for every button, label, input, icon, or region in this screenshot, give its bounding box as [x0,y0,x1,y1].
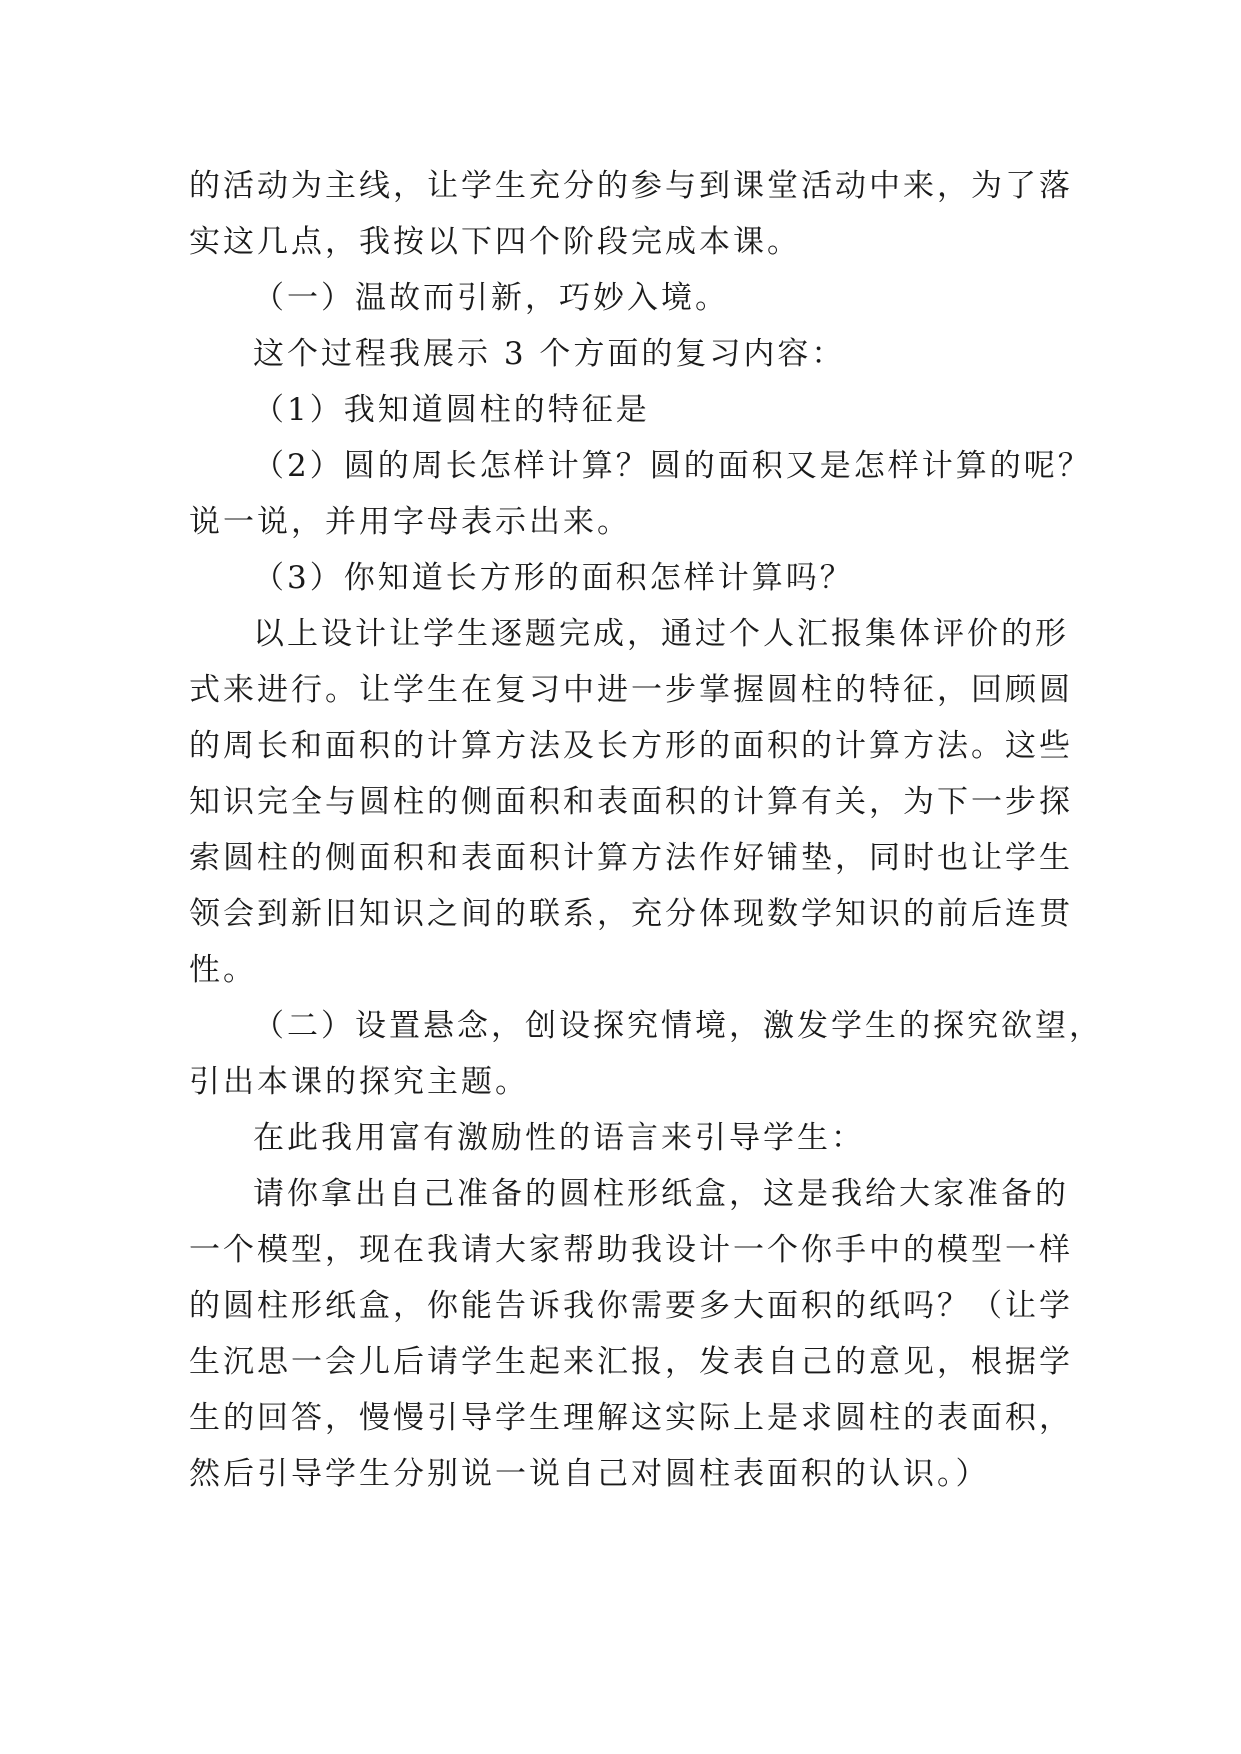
list-item: （3）你知道长方形的面积怎样计算吗？ [253,560,854,596]
body-line: 式来进行。让学生在复习中进一步掌握圆柱的特征，回顾圆 [189,672,1073,708]
body-line: 生沉思一会儿后请学生起来汇报，发表自己的意见，根据学 [189,1344,1073,1380]
body-line: 以上设计让学生逐题完成，通过个人汇报集体评价的形 [253,616,1069,652]
section-heading: （二）设置悬念，创设探究情境，激发学生的探究欲望， [253,1008,1103,1044]
body-line: 领会到新旧知识之间的联系，充分体现数学知识的前后连贯 [189,896,1073,932]
body-line: 的活动为主线，让学生充分的参与到课堂活动中来，为了落 [189,168,1073,204]
body-line: 这个过程我展示 3 个方面的复习内容： [253,336,846,372]
body-line: 一个模型，现在我请大家帮助我设计一个你手中的模型一样 [189,1232,1073,1268]
list-item: （2）圆的周长怎样计算？圆的面积又是怎样计算的呢？ [253,448,1092,484]
body-line: 性。 [189,952,257,988]
body-line: 生的回答，慢慢引导学生理解这实际上是求圆柱的表面积， [189,1400,1073,1436]
body-line: 的周长和面积的计算方法及长方形的面积的计算方法。这些 [189,728,1073,764]
list-item: （1）我知道圆柱的特征是 [253,392,650,428]
document-body [189,158,1103,1502]
body-line: 请你拿出自己准备的圆柱形纸盒，这是我给大家准备的 [253,1176,1069,1212]
body-line: 的圆柱形纸盒，你能告诉我你需要多大面积的纸吗？（让学 [189,1288,1073,1324]
body-line: 实这几点，我按以下四个阶段完成本课。 [189,224,801,260]
body-line: 知识完全与圆柱的侧面积和表面积的计算有关，为下一步探 [189,784,1073,820]
section-heading: （一）温故而引新，巧妙入境。 [253,280,729,316]
body-line: 说一说，并用字母表示出来。 [189,504,631,540]
body-line: 索圆柱的侧面积和表面积计算方法作好铺垫，同时也让学生 [189,840,1073,876]
body-line: 在此我用富有激励性的语言来引导学生： [253,1120,865,1156]
body-line: 引出本课的探究主题。 [189,1064,529,1100]
body-line: 然后引导学生分别说一说自己对圆柱表面积的认识。） [189,1456,990,1492]
